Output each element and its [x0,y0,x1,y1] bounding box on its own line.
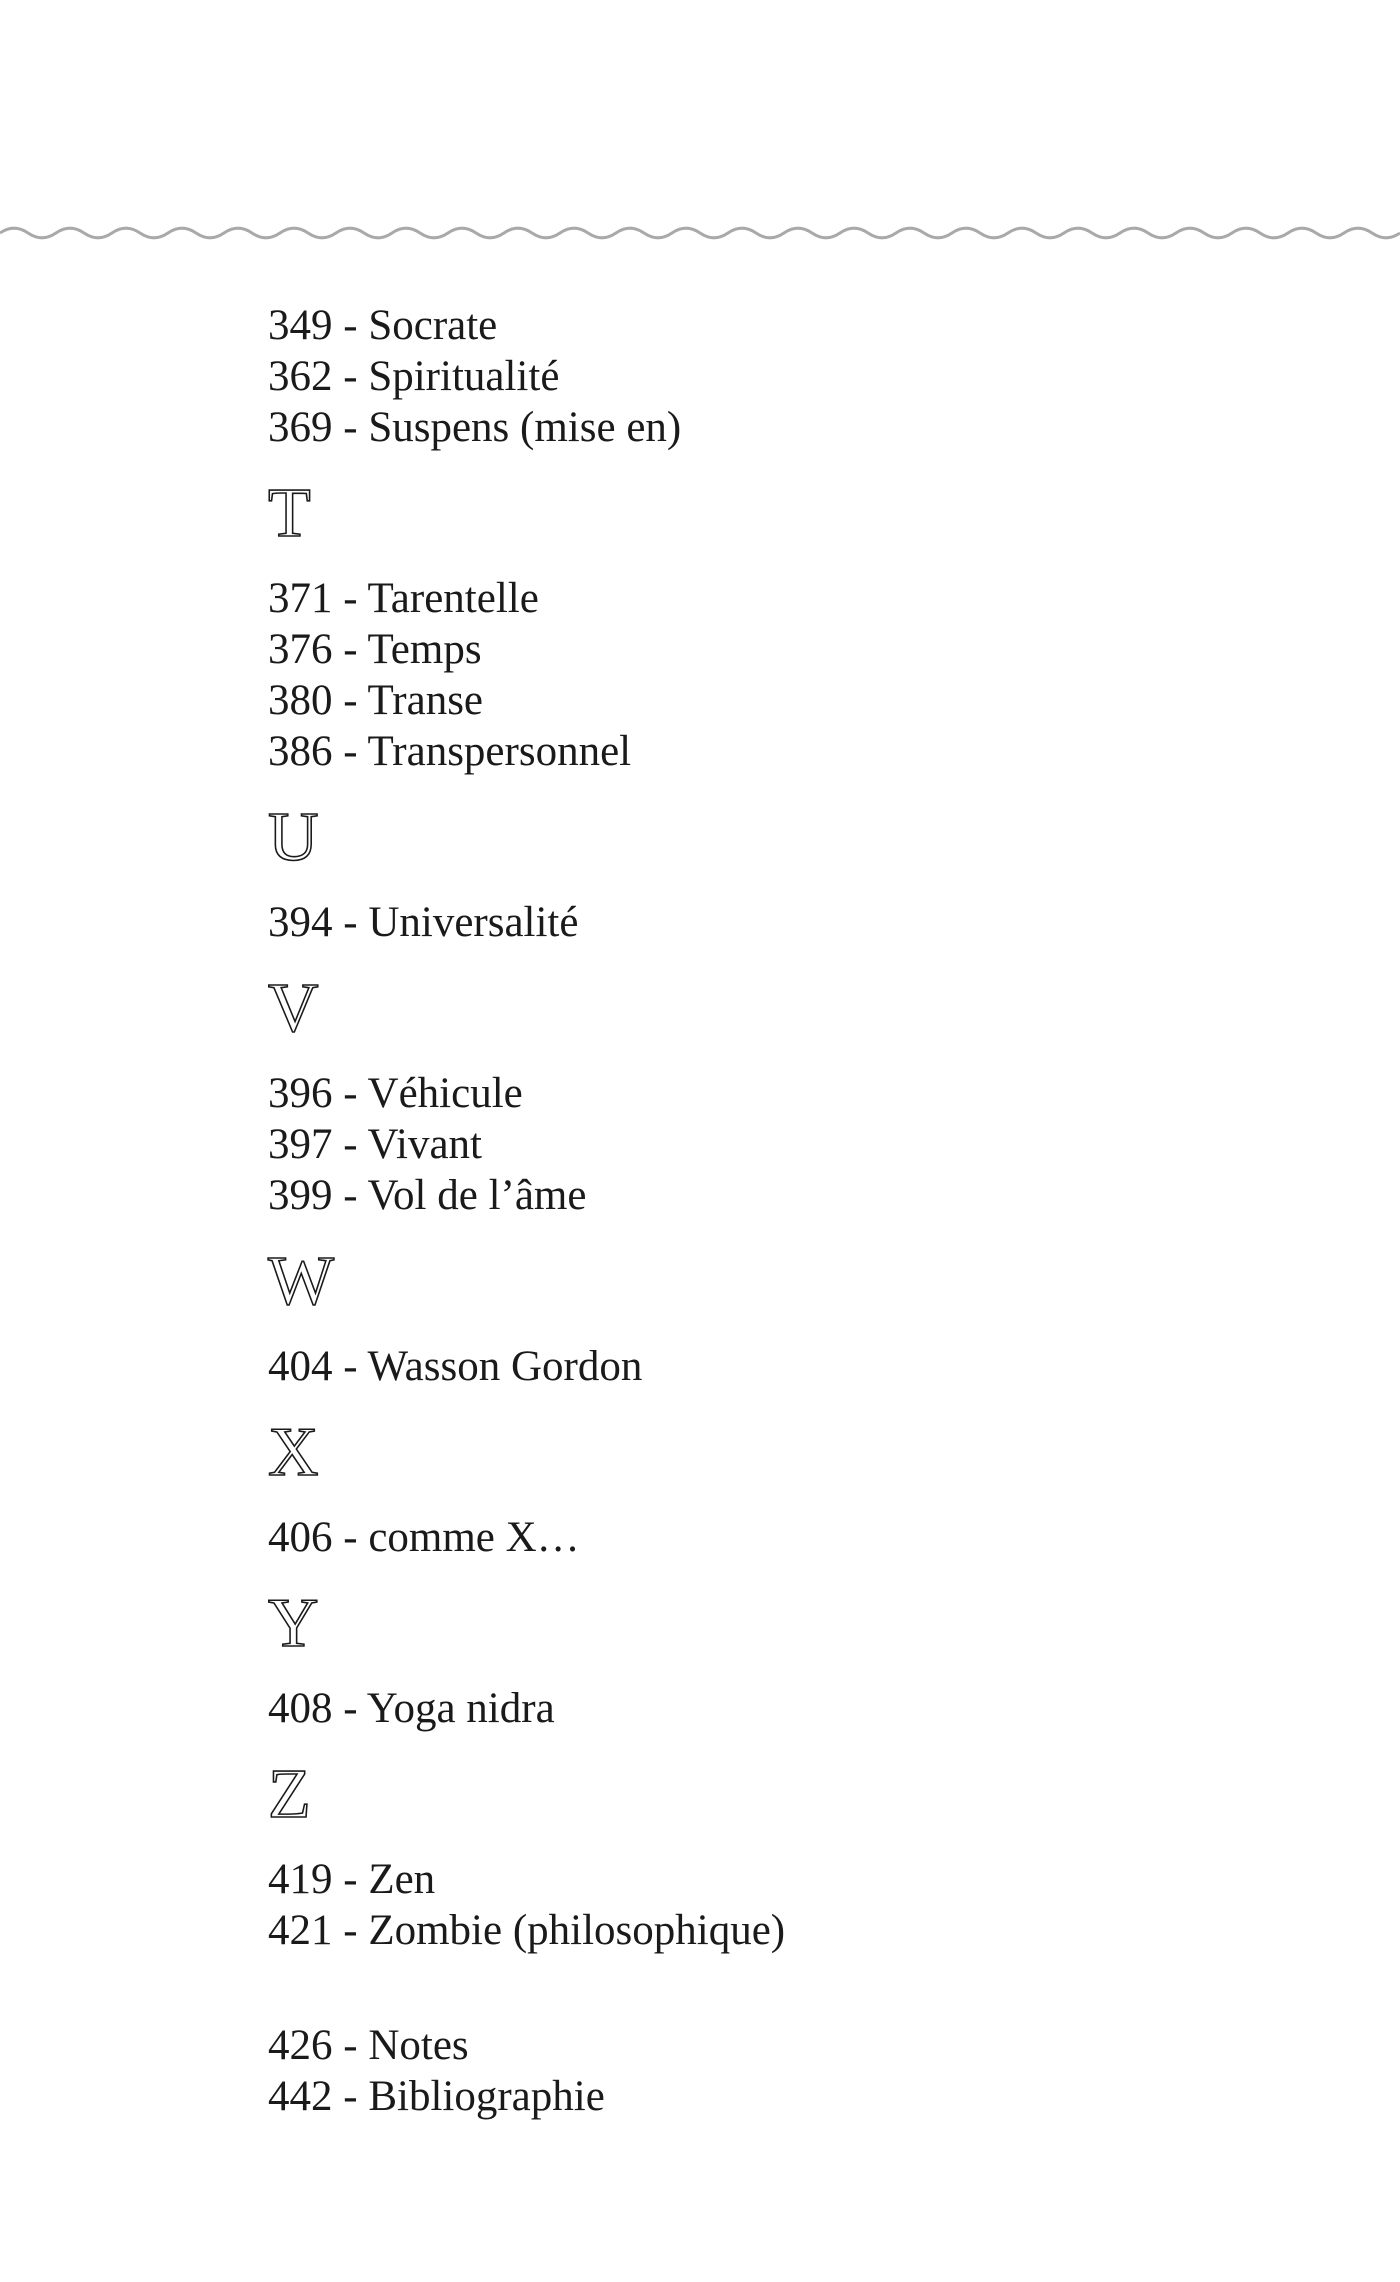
index-entry: 442 - Bibliographie [268,2073,605,2120]
section-w [268,1243,1168,1392]
section-letter: W [268,1243,335,1320]
section-letter: X [268,1414,319,1491]
section-letter: T [268,475,311,552]
index-entry: 408 - Yoga nidra [268,1685,555,1732]
wavy-divider [0,218,1400,248]
section-letter: Y [268,1585,319,1662]
index-entry: 406 - comme X… [268,1514,580,1561]
section-u [268,799,1168,948]
section-x [268,1414,1168,1563]
index-entry: 399 - Vol de l’âme [268,1172,587,1219]
index-entry: 396 - Véhicule [268,1070,523,1117]
index-entry: 371 - Tarentelle [268,575,539,622]
section-v [268,970,1168,1221]
index-entry: 349 - Socrate [268,302,498,349]
index-entry: 426 - Notes [268,2022,469,2069]
index-entry: 397 - Vivant [268,1121,482,1168]
index-entry: 394 - Universalité [268,899,579,946]
index-entry: 380 - Transe [268,677,484,724]
top-entries [268,300,1168,453]
end-entries [268,2020,1168,2122]
index-entry: 419 - Zen [268,1856,436,1903]
index-entry: 421 - Zombie (philosophique) [268,1907,786,1954]
index-list [268,300,1168,2122]
index-entry: 376 - Temps [268,626,482,673]
section-letter: V [268,970,319,1047]
index-entry: 362 - Spiritualité [268,353,560,400]
section-letter: Z [268,1756,311,1833]
spacer [268,1956,1168,2020]
section-y [268,1585,1168,1734]
index-entry: 369 - Suspens (mise en) [268,404,682,451]
section-z [268,1756,1168,1956]
section-t [268,475,1168,777]
index-entry: 386 - Transpersonnel [268,728,632,775]
section-letter: U [268,799,319,876]
index-entry: 404 - Wasson Gordon [268,1343,643,1390]
